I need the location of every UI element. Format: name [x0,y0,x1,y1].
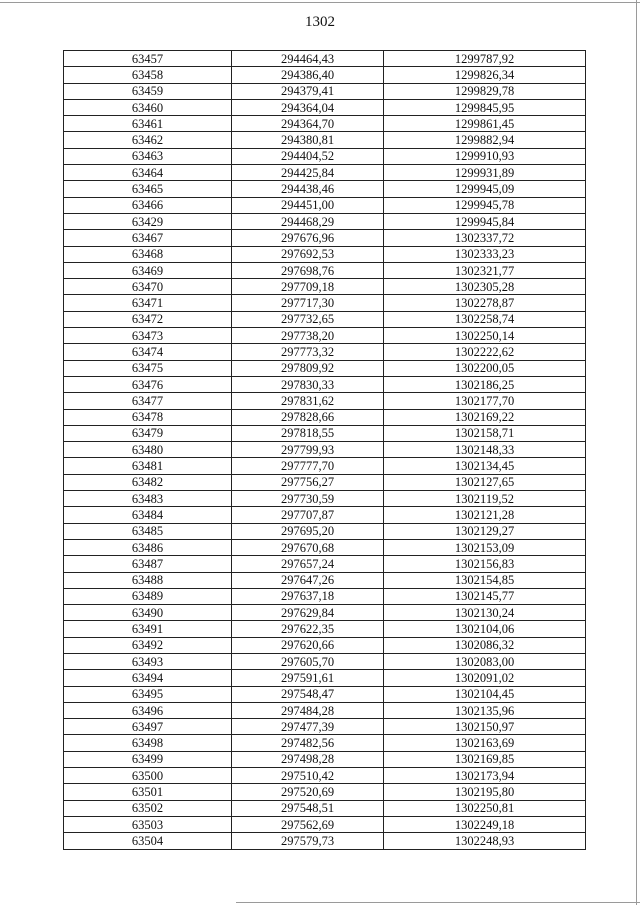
x-coordinate-cell: 297622,35 [232,621,384,637]
x-coordinate-cell: 297637,18 [232,588,384,604]
x-coordinate-cell: 297717,30 [232,295,384,311]
y-coordinate-cell: 1302134,45 [384,458,586,474]
y-coordinate-cell: 1302222,62 [384,344,586,360]
table-row [64,784,586,800]
point-number-cell: 63459 [64,83,232,99]
table-row [64,360,586,376]
point-number-cell: 63429 [64,213,232,229]
point-number-cell: 63494 [64,670,232,686]
y-coordinate-cell: 1299910,93 [384,148,586,164]
point-number-cell: 63471 [64,295,232,311]
y-coordinate-cell: 1302086,32 [384,637,586,653]
point-number-cell: 63470 [64,279,232,295]
x-coordinate-cell: 297548,47 [232,686,384,702]
point-number-cell: 63499 [64,751,232,767]
point-number-cell: 63472 [64,311,232,327]
y-coordinate-cell: 1302145,77 [384,588,586,604]
y-coordinate-cell: 1302278,87 [384,295,586,311]
point-number-cell: 63491 [64,621,232,637]
scan-edge-right [636,0,637,905]
table-row [64,621,586,637]
x-coordinate-cell: 297773,32 [232,344,384,360]
y-coordinate-cell: 1302121,28 [384,507,586,523]
y-coordinate-cell: 1302249,18 [384,816,586,832]
y-coordinate-cell: 1302104,45 [384,686,586,702]
y-coordinate-cell: 1302248,93 [384,833,586,849]
y-coordinate-cell: 1302150,97 [384,719,586,735]
point-number-cell: 63486 [64,539,232,555]
x-coordinate-cell: 297520,69 [232,784,384,800]
table-row [64,735,586,751]
x-coordinate-cell: 297738,20 [232,328,384,344]
point-number-cell: 63463 [64,148,232,164]
x-coordinate-cell: 294451,00 [232,197,384,213]
x-coordinate-cell: 297498,28 [232,751,384,767]
y-coordinate-cell: 1302104,06 [384,621,586,637]
table-row [64,262,586,278]
table-row [64,833,586,849]
point-number-cell: 63503 [64,816,232,832]
y-coordinate-cell: 1302195,80 [384,784,586,800]
y-coordinate-cell: 1302156,83 [384,556,586,572]
scan-edge-top [0,2,640,3]
table-row [64,507,586,523]
table-row [64,572,586,588]
x-coordinate-cell: 297657,24 [232,556,384,572]
table-row [64,197,586,213]
x-coordinate-cell: 297818,55 [232,425,384,441]
x-coordinate-cell: 297695,20 [232,523,384,539]
table-row [64,51,586,67]
point-number-cell: 63474 [64,344,232,360]
point-number-cell: 63475 [64,360,232,376]
table-row [64,556,586,572]
point-number-cell: 63502 [64,800,232,816]
x-coordinate-cell: 297799,93 [232,442,384,458]
point-number-cell: 63465 [64,181,232,197]
y-coordinate-cell: 1299826,34 [384,67,586,83]
table-row [64,311,586,327]
table-row [64,686,586,702]
y-coordinate-cell: 1302119,52 [384,491,586,507]
y-coordinate-cell: 1302250,81 [384,800,586,816]
x-coordinate-cell: 294404,52 [232,148,384,164]
x-coordinate-cell: 297676,96 [232,230,384,246]
x-coordinate-cell: 294386,40 [232,67,384,83]
table-row [64,99,586,115]
y-coordinate-cell: 1302169,85 [384,751,586,767]
point-number-cell: 63482 [64,474,232,490]
table-row [64,670,586,686]
x-coordinate-cell: 297647,26 [232,572,384,588]
y-coordinate-cell: 1302158,71 [384,425,586,441]
point-number-cell: 63478 [64,409,232,425]
x-coordinate-cell: 294438,46 [232,181,384,197]
y-coordinate-cell: 1302305,28 [384,279,586,295]
table-row [64,181,586,197]
x-coordinate-cell: 297620,66 [232,637,384,653]
point-number-cell: 63504 [64,833,232,849]
point-number-cell: 63490 [64,605,232,621]
table-row [64,67,586,83]
table-row [64,702,586,718]
y-coordinate-cell: 1299829,78 [384,83,586,99]
table-row [64,800,586,816]
y-coordinate-cell: 1302173,94 [384,768,586,784]
point-number-cell: 63468 [64,246,232,262]
y-coordinate-cell: 1299945,84 [384,213,586,229]
x-coordinate-cell: 297629,84 [232,605,384,621]
point-number-cell: 63466 [64,197,232,213]
point-number-cell: 63469 [64,262,232,278]
point-number-cell: 63493 [64,653,232,669]
table-row [64,246,586,262]
x-coordinate-cell: 297548,51 [232,800,384,816]
x-coordinate-cell: 297756,27 [232,474,384,490]
table-row [64,344,586,360]
point-number-cell: 63496 [64,702,232,718]
table-row [64,425,586,441]
table-row [64,279,586,295]
x-coordinate-cell: 294468,29 [232,213,384,229]
x-coordinate-cell: 297777,70 [232,458,384,474]
point-number-cell: 63462 [64,132,232,148]
y-coordinate-cell: 1299931,89 [384,165,586,181]
y-coordinate-cell: 1299845,95 [384,99,586,115]
point-number-cell: 63457 [64,51,232,67]
point-number-cell: 63497 [64,719,232,735]
point-number-cell: 63489 [64,588,232,604]
table-row [64,116,586,132]
x-coordinate-cell: 294464,43 [232,51,384,67]
x-coordinate-cell: 297830,33 [232,376,384,392]
table-row [64,83,586,99]
y-coordinate-cell: 1302169,22 [384,409,586,425]
x-coordinate-cell: 294425,84 [232,165,384,181]
y-coordinate-cell: 1302258,74 [384,311,586,327]
x-coordinate-cell: 297591,61 [232,670,384,686]
point-number-cell: 63487 [64,556,232,572]
point-number-cell: 63501 [64,784,232,800]
table-row [64,295,586,311]
x-coordinate-cell: 297828,66 [232,409,384,425]
table-row [64,230,586,246]
x-coordinate-cell: 297670,68 [232,539,384,555]
y-coordinate-cell: 1302129,27 [384,523,586,539]
y-coordinate-cell: 1302153,09 [384,539,586,555]
table-row [64,588,586,604]
scan-edge-bottom [236,902,640,903]
point-number-cell: 63484 [64,507,232,523]
y-coordinate-cell: 1302321,77 [384,262,586,278]
y-coordinate-cell: 1302130,24 [384,605,586,621]
coordinates-table [63,50,586,850]
table-row [64,474,586,490]
point-number-cell: 63485 [64,523,232,539]
x-coordinate-cell: 297831,62 [232,393,384,409]
table-row [64,458,586,474]
x-coordinate-cell: 297605,70 [232,653,384,669]
table-row [64,132,586,148]
point-number-cell: 63480 [64,442,232,458]
table-row [64,768,586,784]
x-coordinate-cell: 297732,65 [232,311,384,327]
y-coordinate-cell: 1302186,25 [384,376,586,392]
y-coordinate-cell: 1302333,23 [384,246,586,262]
x-coordinate-cell: 294364,70 [232,116,384,132]
x-coordinate-cell: 294379,41 [232,83,384,99]
point-number-cell: 63476 [64,376,232,392]
point-number-cell: 63479 [64,425,232,441]
y-coordinate-cell: 1302250,14 [384,328,586,344]
y-coordinate-cell: 1302200,05 [384,360,586,376]
x-coordinate-cell: 297730,59 [232,491,384,507]
table-row [64,442,586,458]
table-row [64,637,586,653]
x-coordinate-cell: 297692,53 [232,246,384,262]
point-number-cell: 63492 [64,637,232,653]
table-row [64,523,586,539]
table-row [64,213,586,229]
coordinates-table-body [64,51,586,850]
x-coordinate-cell: 297707,87 [232,507,384,523]
y-coordinate-cell: 1299945,09 [384,181,586,197]
table-row [64,605,586,621]
point-number-cell: 63481 [64,458,232,474]
x-coordinate-cell: 294380,81 [232,132,384,148]
point-number-cell: 63461 [64,116,232,132]
x-coordinate-cell: 297562,69 [232,816,384,832]
table-row [64,653,586,669]
x-coordinate-cell: 297698,76 [232,262,384,278]
x-coordinate-cell: 297510,42 [232,768,384,784]
x-coordinate-cell: 297477,39 [232,719,384,735]
x-coordinate-cell: 297709,18 [232,279,384,295]
table-row [64,409,586,425]
x-coordinate-cell: 297809,92 [232,360,384,376]
point-number-cell: 63495 [64,686,232,702]
y-coordinate-cell: 1302083,00 [384,653,586,669]
y-coordinate-cell: 1299861,45 [384,116,586,132]
table-row [64,491,586,507]
y-coordinate-cell: 1302091,02 [384,670,586,686]
table-row [64,539,586,555]
point-number-cell: 63488 [64,572,232,588]
point-number-cell: 63458 [64,67,232,83]
point-number-cell: 63460 [64,99,232,115]
point-number-cell: 63498 [64,735,232,751]
y-coordinate-cell: 1302148,33 [384,442,586,458]
page-number: 1302 [305,14,335,30]
table-row [64,816,586,832]
y-coordinate-cell: 1299882,94 [384,132,586,148]
y-coordinate-cell: 1299787,92 [384,51,586,67]
y-coordinate-cell: 1302135,96 [384,702,586,718]
table-row [64,165,586,181]
point-number-cell: 63477 [64,393,232,409]
point-number-cell: 63473 [64,328,232,344]
table-row [64,751,586,767]
y-coordinate-cell: 1302127,65 [384,474,586,490]
table-row [64,376,586,392]
x-coordinate-cell: 297484,28 [232,702,384,718]
point-number-cell: 63464 [64,165,232,181]
table-row [64,719,586,735]
y-coordinate-cell: 1302337,72 [384,230,586,246]
point-number-cell: 63483 [64,491,232,507]
x-coordinate-cell: 294364,04 [232,99,384,115]
x-coordinate-cell: 297579,73 [232,833,384,849]
y-coordinate-cell: 1302177,70 [384,393,586,409]
table-row [64,148,586,164]
x-coordinate-cell: 297482,56 [232,735,384,751]
point-number-cell: 63500 [64,768,232,784]
y-coordinate-cell: 1302163,69 [384,735,586,751]
y-coordinate-cell: 1302154,85 [384,572,586,588]
y-coordinate-cell: 1299945,78 [384,197,586,213]
table-row [64,393,586,409]
table-row [64,328,586,344]
point-number-cell: 63467 [64,230,232,246]
